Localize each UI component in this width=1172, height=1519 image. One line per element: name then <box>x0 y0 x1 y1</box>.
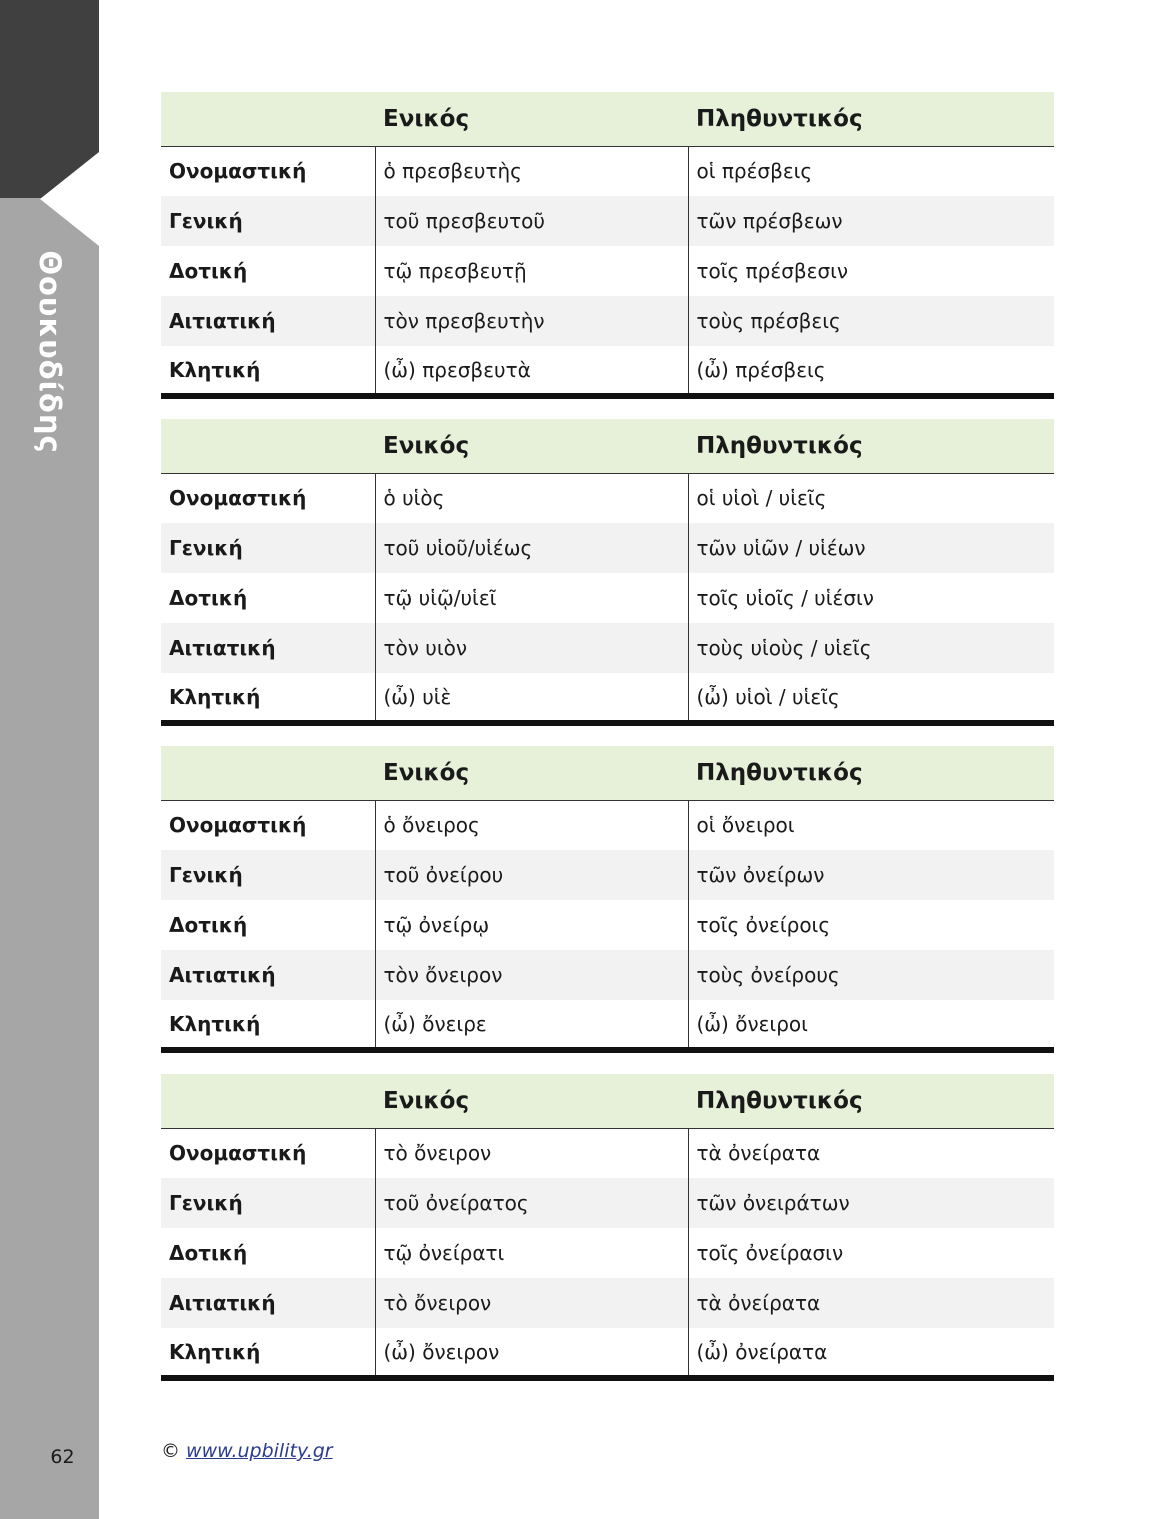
table-row <box>161 800 1054 850</box>
header-empty <box>161 1074 375 1128</box>
table-header-row <box>161 92 1054 146</box>
singular-form: τοῦ ὀνείρατος <box>375 1178 688 1228</box>
case-label: Κλητική <box>169 357 261 382</box>
header-empty <box>161 92 375 146</box>
header-plural: Πληθυντικός <box>688 92 1054 146</box>
plural-form: τοῖς ὀνείροις <box>688 900 1054 950</box>
header-singular: Ενικός <box>375 1074 688 1128</box>
table-row <box>161 1178 1054 1228</box>
header-empty <box>161 419 375 473</box>
plural-form: τῶν ὀνείρων <box>688 850 1054 900</box>
table-row <box>161 950 1054 1000</box>
declension-table-oneiron <box>161 1074 1054 1381</box>
plural-form: οἱ υἱοὶ / υἱεῖς <box>688 473 1054 523</box>
header-singular: Ενικός <box>375 419 688 473</box>
header-plural: Πληθυντικός <box>688 746 1054 800</box>
table-row <box>161 673 1054 723</box>
singular-form: τὸν υιὸν <box>375 623 688 673</box>
plural-form: τὰ ὀνείρατα <box>688 1278 1054 1328</box>
case-label: Κλητική <box>169 684 261 709</box>
plural-form: τοὺς υἱοὺς / υἱεῖς <box>688 623 1054 673</box>
case-label: Αιτιατική <box>169 309 276 333</box>
table-row <box>161 146 1054 196</box>
case-label: Γενική <box>169 536 243 560</box>
header-empty <box>161 746 375 800</box>
singular-form: τὸν πρεσβευτὴν <box>375 296 688 346</box>
case-label: Αιτιατική <box>169 636 276 660</box>
case-label: Γενική <box>169 1191 243 1215</box>
table-header-row <box>161 1074 1054 1128</box>
singular-form: ὁ ὄνειρος <box>375 800 688 850</box>
table-row <box>161 573 1054 623</box>
header-singular: Ενικός <box>375 92 688 146</box>
plural-form: (ὦ) ὀνείρατα <box>688 1328 1054 1378</box>
header-plural: Πληθυντικός <box>688 419 1054 473</box>
table-row <box>161 1128 1054 1178</box>
table-row <box>161 473 1054 523</box>
singular-form: τοῦ ὀνείρου <box>375 850 688 900</box>
plural-form: τῶν υἱῶν / υἱέων <box>688 523 1054 573</box>
singular-form: (ὦ) ὄνειρον <box>375 1328 688 1378</box>
plural-form: τῶν ὀνειράτων <box>688 1178 1054 1228</box>
plural-form: οἱ πρέσβεις <box>688 146 1054 196</box>
plural-form: τοῖς υἱοῖς / υἱέσιν <box>688 573 1054 623</box>
case-label: Κλητική <box>169 1011 261 1036</box>
singular-form: τῷ ὀνείρατι <box>375 1228 688 1278</box>
sidebar <box>0 0 99 1519</box>
table-row <box>161 1228 1054 1278</box>
singular-form: ὁ υἱὸς <box>375 473 688 523</box>
table-row <box>161 1328 1054 1378</box>
table-row <box>161 296 1054 346</box>
table-row <box>161 196 1054 246</box>
page-number: 62 <box>50 1446 75 1468</box>
case-label: Δοτική <box>169 913 248 937</box>
header-singular: Ενικός <box>375 746 688 800</box>
case-label: Γενική <box>169 209 243 233</box>
plural-form: τῶν πρέσβεων <box>688 196 1054 246</box>
chapter-title: Θουκυδίδης <box>33 250 67 454</box>
copyright-symbol: © <box>161 1440 180 1462</box>
plural-form: (ὦ) υἱοὶ / υἱεῖς <box>688 673 1054 723</box>
declension-table-presbeutes <box>161 92 1054 399</box>
singular-form: τὸν ὄνειρον <box>375 950 688 1000</box>
case-label: Δοτική <box>169 1241 248 1265</box>
table-header-row <box>161 419 1054 473</box>
singular-form: τὸ ὄνειρον <box>375 1128 688 1178</box>
case-label: Αιτιατική <box>169 1291 276 1315</box>
plural-form: τοῖς ὀνείρασιν <box>688 1228 1054 1278</box>
header-plural: Πληθυντικός <box>688 1074 1054 1128</box>
table-row <box>161 850 1054 900</box>
singular-form: τοῦ πρεσβευτοῦ <box>375 196 688 246</box>
plural-form: (ὦ) ὄνειροι <box>688 1000 1054 1050</box>
case-label: Ονομαστική <box>169 1141 307 1166</box>
case-label: Δοτική <box>169 586 248 610</box>
case-label: Δοτική <box>169 259 248 283</box>
upbility-link[interactable]: www.upbility.gr <box>186 1440 333 1462</box>
footer <box>161 1440 333 1462</box>
case-label: Αιτιατική <box>169 963 276 987</box>
plural-form: (ὦ) πρέσβεις <box>688 346 1054 396</box>
case-label: Κλητική <box>169 1339 261 1364</box>
singular-form: ὁ πρεσβευτὴς <box>375 146 688 196</box>
table-row <box>161 1278 1054 1328</box>
case-label: Ονομαστική <box>169 486 307 511</box>
table-row <box>161 246 1054 296</box>
table-row <box>161 900 1054 950</box>
declension-table-oneiros <box>161 746 1054 1053</box>
table-row <box>161 523 1054 573</box>
plural-form: τοῖς πρέσβεσιν <box>688 246 1054 296</box>
plural-form: τὰ ὀνείρατα <box>688 1128 1054 1178</box>
singular-form: (ὦ) υἱὲ <box>375 673 688 723</box>
plural-form: οἱ ὄνειροι <box>688 800 1054 850</box>
table-row <box>161 623 1054 673</box>
plural-form: τοὺς πρέσβεις <box>688 296 1054 346</box>
declension-table-huios <box>161 419 1054 726</box>
singular-form: τὸ ὄνειρον <box>375 1278 688 1328</box>
table-row <box>161 346 1054 396</box>
singular-form: τῷ ὀνείρῳ <box>375 900 688 950</box>
case-label: Γενική <box>169 863 243 887</box>
singular-form: τῷ πρεσβευτῇ <box>375 246 688 296</box>
plural-form: τοὺς ὀνείρους <box>688 950 1054 1000</box>
singular-form: (ὦ) πρεσβευτὰ <box>375 346 688 396</box>
singular-form: τῷ υἱῷ/υἱεῖ <box>375 573 688 623</box>
table-row <box>161 1000 1054 1050</box>
singular-form: τοῦ υἱοῦ/υἱέως <box>375 523 688 573</box>
table-header-row <box>161 746 1054 800</box>
sidebar-notch <box>0 0 99 250</box>
case-label: Ονομαστική <box>169 813 307 838</box>
singular-form: (ὦ) ὄνειρε <box>375 1000 688 1050</box>
case-label: Ονομαστική <box>169 159 307 184</box>
